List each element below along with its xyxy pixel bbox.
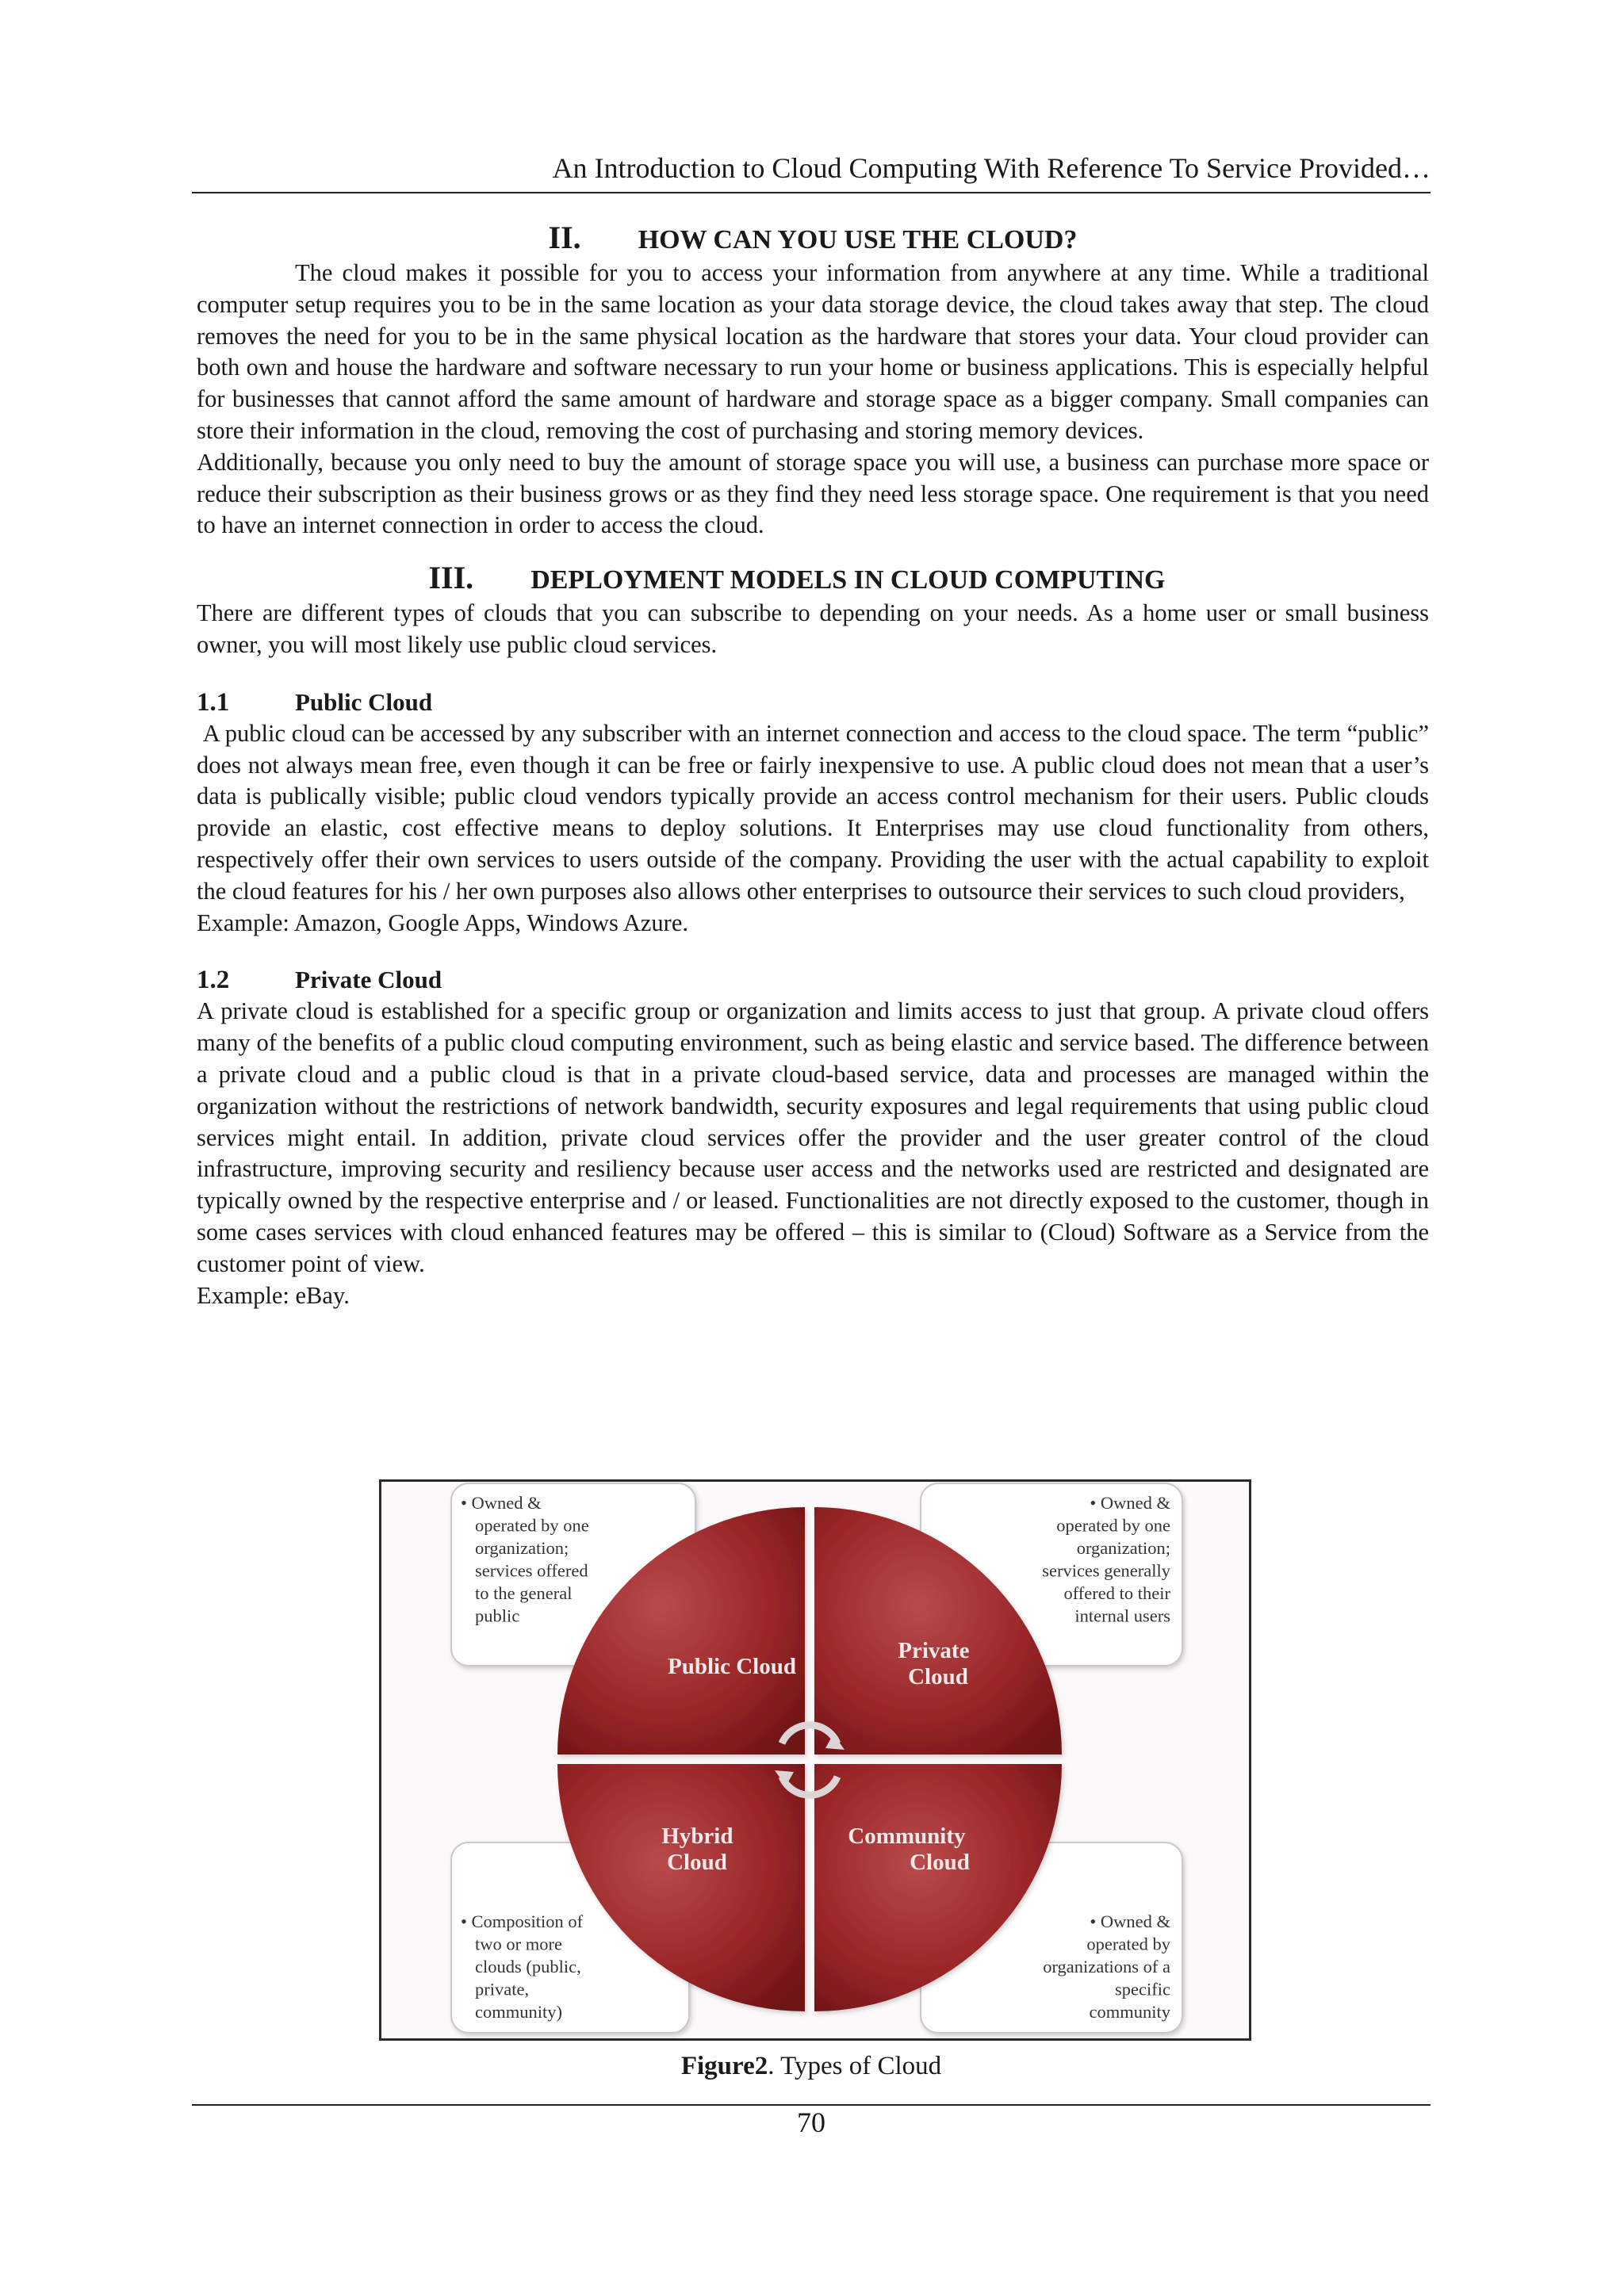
hybrid-desc-line: community)	[475, 2002, 562, 2022]
community-cloud-label: Community Cloud	[848, 1823, 970, 1875]
hybrid-desc-line: • Composition of	[461, 1911, 584, 1931]
section-title: DEPLOYMENT MODELS IN CLOUD COMPUTING	[530, 565, 1166, 595]
example-line: Example: eBay.	[197, 1281, 350, 1309]
public-desc-line: public	[475, 1605, 520, 1626]
paragraph: Additionally, because you only need to buy the amount of storage space you will use, a business can purchase more space or reduce their subscription as their business grows or as they find they need less storage space. One requirement is that you need to have an internet connection in order to access the cloud.	[197, 448, 1429, 539]
private-desc-line: internal users	[1074, 1605, 1170, 1626]
private-desc-line: offered to their	[1063, 1583, 1170, 1603]
section-heading-2	[197, 220, 1429, 258]
section-number: II.	[548, 220, 581, 255]
public-desc-line: to the general	[475, 1583, 573, 1603]
hybrid-desc-line: private,	[475, 1979, 530, 1999]
subsection-number: 1.2	[197, 966, 230, 995]
paragraph: A private cloud is established for a specific group or organization and limits access to just that group. A private cloud offers many of the benefits of a public cloud computing environment, such as being elastic and service based. The difference between a private cloud and a public cloud is that in a private cloud-based service, data and processes are managed within the organization without the restrictions of network bandwidth, security exposures and legal requirements that using public cloud services might entail. In addition, private cloud services offer the provider and the user greater control of the cloud infrastructure, improving security and resiliency because user access and the networks used are restricted and designated are typically owned by the respective enterprise and / or leased. Functionalities are not directly exposed to the customer, though in some cases services with cloud enhanced features may be offered – this is similar to (Cloud) Software as a Service from the customer point of view.	[197, 997, 1429, 1277]
subsection-number: 1.1	[197, 687, 230, 717]
hybrid-cloud-label: Hybrid Cloud	[661, 1823, 733, 1875]
main-content	[197, 220, 1435, 1311]
cloud-types-figure	[379, 1479, 1251, 2041]
hybrid-desc-line: two or more	[475, 1934, 562, 1954]
public-cloud-label: Public Cloud	[668, 1654, 796, 1679]
subsection-title: Private Cloud	[295, 966, 442, 994]
subsection-heading-1-1	[197, 687, 1429, 718]
cloud-types-diagram	[381, 1482, 1249, 2038]
private-desc-line: organization;	[1076, 1538, 1170, 1558]
section-heading-3	[197, 561, 1429, 598]
private-desc-line: services generally	[1042, 1560, 1170, 1581]
community-desc-line: • Owned &	[1090, 1911, 1170, 1931]
example-line: Example: Amazon, Google Apps, Windows Azure.	[197, 909, 688, 936]
hybrid-desc-line: clouds (public,	[475, 1957, 581, 1976]
public-desc-line: organization;	[475, 1538, 569, 1558]
paragraph: The cloud makes it possible for you to access your information from anywhere at any time. While a traditional computer setup requires you to be in the same location as your data storage device, the cloud takes away that step. The cloud removes the need for you to be in the same physical location as the hardware that stores your data. Your cloud provider can both own and house the hardware and software necessary to run your home or business applications. This is especially helpful for businesses that cannot afford the same amount of hardware and storage space as a bigger company. Small companies can store their information in the cloud, removing the cost of purchasing and storing memory devices.	[197, 259, 1429, 444]
header-rule	[192, 192, 1431, 193]
paragraph: There are different types of clouds that you can subscribe to depending on your needs. As a home user or small business owner, you will most likely use public cloud services.	[197, 599, 1429, 658]
subsection-title: Public Cloud	[295, 687, 433, 716]
section-title: HOW CAN YOU USE THE CLOUD?	[638, 225, 1078, 254]
figure-caption	[192, 2049, 1431, 2083]
public-desc-line: operated by one	[475, 1515, 589, 1536]
community-desc-line: specific	[1115, 1979, 1170, 1999]
cycle-arrows-icon	[775, 1725, 845, 1795]
running-header: An Introduction to Cloud Computing With Reference To Service Provided…	[552, 152, 1431, 184]
section-number: III.	[428, 560, 474, 596]
public-desc-line: • Owned &	[461, 1493, 542, 1513]
caption-label: Figure2	[680, 2052, 768, 2080]
page-number: 70	[797, 2107, 825, 2138]
private-desc-line: • Owned &	[1090, 1493, 1170, 1513]
private-cloud-label: Private Cloud	[898, 1638, 970, 1689]
subsection-heading-1-2	[197, 964, 1429, 996]
community-desc-line: community	[1089, 2002, 1170, 2022]
paragraph: A public cloud can be accessed by any subscriber with an internet connection and access to the cloud space. The term “public” does not always mean free, even though it can be free or fairly inexpensive to use. A public cloud does not mean that a user’s data is publically visible; public cloud vendors typically provide an access control mechanism for their users. Public clouds provide an elastic, cost effective means to deploy solutions. It Enterprises may use cloud functionality from others, respectively offer their own services to users outside of the company. Providing the user with the actual capability to exploit the cloud features for his / her own purposes also allows other enterprises to outsource their services to such cloud providers,	[197, 719, 1435, 905]
private-desc-line: operated by one	[1056, 1515, 1170, 1536]
community-desc-line: organizations of a	[1043, 1957, 1170, 1976]
caption-text: . Types of Cloud	[768, 2052, 942, 2080]
community-desc-line: operated by	[1086, 1934, 1170, 1954]
public-desc-line: services offered	[475, 1560, 588, 1581]
